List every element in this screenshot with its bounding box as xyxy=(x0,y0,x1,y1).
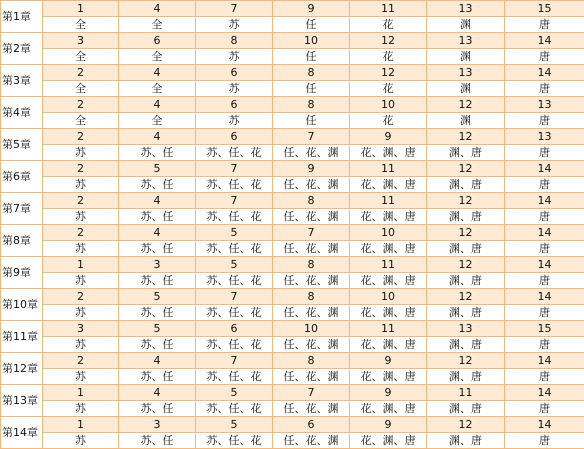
character-cell: 任 xyxy=(273,17,350,33)
number-cell: 11 xyxy=(350,1,427,17)
number-cell: 2 xyxy=(43,225,119,241)
number-cell: 2 xyxy=(43,289,119,305)
number-cell: 15 xyxy=(505,1,584,17)
number-cell: 12 xyxy=(350,65,427,81)
chapter-character-row xyxy=(1,17,584,33)
number-cell: 14 xyxy=(505,417,584,433)
number-cell: 5 xyxy=(119,289,196,305)
number-cell: 9 xyxy=(273,1,350,17)
number-cell: 12 xyxy=(427,289,505,305)
chapter-number-row xyxy=(1,97,584,113)
number-cell: 10 xyxy=(273,321,350,337)
character-cell: 苏、任 xyxy=(119,177,196,193)
character-cell: 唐 xyxy=(505,81,584,97)
character-cell: 任 xyxy=(273,113,350,129)
chapter-label: 第4章 xyxy=(1,97,43,129)
number-cell: 3 xyxy=(119,417,196,433)
chapter-number-row xyxy=(1,321,584,337)
character-cell: 渊、唐 xyxy=(427,337,505,353)
character-cell: 全 xyxy=(119,49,196,65)
character-cell: 苏 xyxy=(43,305,119,321)
number-cell: 12 xyxy=(427,353,505,369)
number-cell: 1 xyxy=(43,257,119,273)
chapter-character-row xyxy=(1,81,584,97)
chapter-character-row xyxy=(1,337,584,353)
character-cell: 任 xyxy=(273,49,350,65)
chapter-label: 第1章 xyxy=(1,1,43,33)
character-cell: 苏、任 xyxy=(119,369,196,385)
character-cell: 任、花、渊 xyxy=(273,305,350,321)
number-cell: 1 xyxy=(43,1,119,17)
chapter-number-row xyxy=(1,385,584,401)
character-cell: 苏 xyxy=(43,337,119,353)
character-cell: 任、花、渊 xyxy=(273,401,350,417)
character-cell: 苏 xyxy=(43,273,119,289)
character-cell: 苏 xyxy=(43,177,119,193)
number-cell: 14 xyxy=(505,193,584,209)
character-cell: 苏、任 xyxy=(119,241,196,257)
number-cell: 6 xyxy=(196,97,273,113)
number-cell: 15 xyxy=(505,321,584,337)
number-cell: 4 xyxy=(119,193,196,209)
chapter-number-row xyxy=(1,417,584,433)
character-cell: 任、花、渊 xyxy=(273,209,350,225)
number-cell: 14 xyxy=(505,385,584,401)
number-cell: 13 xyxy=(505,129,584,145)
character-cell: 渊、唐 xyxy=(427,241,505,257)
number-cell: 4 xyxy=(119,1,196,17)
chapter-character-row xyxy=(1,273,584,289)
number-cell: 13 xyxy=(427,1,505,17)
number-cell: 4 xyxy=(119,97,196,113)
character-cell: 苏、任 xyxy=(119,337,196,353)
character-cell: 花、渊、唐 xyxy=(350,209,427,225)
character-cell: 唐 xyxy=(505,145,584,161)
character-cell: 渊、唐 xyxy=(427,177,505,193)
character-cell: 苏 xyxy=(196,81,273,97)
character-cell: 全 xyxy=(43,17,119,33)
character-cell: 全 xyxy=(119,17,196,33)
character-cell: 苏 xyxy=(196,113,273,129)
number-cell: 12 xyxy=(427,257,505,273)
number-cell: 6 xyxy=(196,129,273,145)
character-cell: 渊 xyxy=(427,81,505,97)
number-cell: 7 xyxy=(273,385,350,401)
chapter-table-body xyxy=(1,1,584,449)
character-cell: 唐 xyxy=(505,273,584,289)
number-cell: 14 xyxy=(505,65,584,81)
number-cell: 7 xyxy=(196,289,273,305)
character-cell: 苏、任、花 xyxy=(196,401,273,417)
number-cell: 9 xyxy=(350,353,427,369)
character-cell: 花、渊、唐 xyxy=(350,401,427,417)
chapter-label: 第2章 xyxy=(1,33,43,65)
character-cell: 苏、任 xyxy=(119,209,196,225)
character-cell: 苏、任、花 xyxy=(196,241,273,257)
character-cell: 苏 xyxy=(43,145,119,161)
character-cell: 苏、任、花 xyxy=(196,369,273,385)
number-cell: 5 xyxy=(196,225,273,241)
number-cell: 13 xyxy=(505,97,584,113)
number-cell: 4 xyxy=(119,225,196,241)
number-cell: 2 xyxy=(43,97,119,113)
chapter-character-row xyxy=(1,241,584,257)
number-cell: 14 xyxy=(505,257,584,273)
character-cell: 苏、任 xyxy=(119,145,196,161)
number-cell: 8 xyxy=(196,33,273,49)
chapter-label: 第5章 xyxy=(1,129,43,161)
number-cell: 12 xyxy=(427,225,505,241)
number-cell: 1 xyxy=(43,385,119,401)
chapter-label: 第14章 xyxy=(1,417,43,449)
number-cell: 6 xyxy=(273,417,350,433)
character-cell: 渊 xyxy=(427,113,505,129)
number-cell: 4 xyxy=(119,385,196,401)
number-cell: 12 xyxy=(427,193,505,209)
number-cell: 10 xyxy=(350,289,427,305)
number-cell: 5 xyxy=(119,321,196,337)
number-cell: 12 xyxy=(427,417,505,433)
chapter-label: 第10章 xyxy=(1,289,43,321)
number-cell: 5 xyxy=(119,161,196,177)
character-cell: 任、花、渊 xyxy=(273,273,350,289)
character-cell: 苏、任、花 xyxy=(196,337,273,353)
character-cell: 花、渊、唐 xyxy=(350,177,427,193)
number-cell: 7 xyxy=(196,161,273,177)
number-cell: 14 xyxy=(505,353,584,369)
number-cell: 7 xyxy=(196,353,273,369)
number-cell: 8 xyxy=(273,257,350,273)
number-cell: 3 xyxy=(43,321,119,337)
number-cell: 14 xyxy=(505,225,584,241)
number-cell: 11 xyxy=(350,193,427,209)
character-cell: 渊、唐 xyxy=(427,433,505,449)
number-cell: 10 xyxy=(273,33,350,49)
number-cell: 4 xyxy=(119,65,196,81)
chapter-character-row xyxy=(1,177,584,193)
character-cell: 渊、唐 xyxy=(427,401,505,417)
character-cell: 花、渊、唐 xyxy=(350,433,427,449)
number-cell: 12 xyxy=(350,33,427,49)
chapter-number-row xyxy=(1,225,584,241)
character-cell: 渊、唐 xyxy=(427,305,505,321)
chapter-character-row xyxy=(1,145,584,161)
chapter-label: 第6章 xyxy=(1,161,43,193)
character-cell: 苏 xyxy=(43,241,119,257)
character-cell: 唐 xyxy=(505,401,584,417)
character-cell: 花 xyxy=(350,17,427,33)
character-cell: 苏 xyxy=(196,49,273,65)
chapter-character-row xyxy=(1,369,584,385)
chapter-number-row xyxy=(1,257,584,273)
number-cell: 9 xyxy=(350,129,427,145)
character-cell: 任、花、渊 xyxy=(273,369,350,385)
character-cell: 花 xyxy=(350,81,427,97)
character-cell: 苏、任、花 xyxy=(196,209,273,225)
character-cell: 任 xyxy=(273,81,350,97)
character-cell: 花、渊、唐 xyxy=(350,305,427,321)
number-cell: 8 xyxy=(273,289,350,305)
character-cell: 苏 xyxy=(43,369,119,385)
chapter-character-row xyxy=(1,113,584,129)
character-cell: 唐 xyxy=(505,113,584,129)
character-cell: 苏、任 xyxy=(119,433,196,449)
number-cell: 11 xyxy=(350,257,427,273)
number-cell: 14 xyxy=(505,33,584,49)
character-cell: 苏、任、花 xyxy=(196,177,273,193)
number-cell: 2 xyxy=(43,193,119,209)
character-cell: 苏、任、花 xyxy=(196,433,273,449)
number-cell: 10 xyxy=(350,97,427,113)
number-cell: 7 xyxy=(196,193,273,209)
chapter-label: 第13章 xyxy=(1,385,43,417)
number-cell: 6 xyxy=(119,33,196,49)
character-cell: 渊、唐 xyxy=(427,145,505,161)
character-cell: 唐 xyxy=(505,337,584,353)
number-cell: 8 xyxy=(273,353,350,369)
chapter-number-row xyxy=(1,193,584,209)
number-cell: 8 xyxy=(273,65,350,81)
character-cell: 花、渊、唐 xyxy=(350,337,427,353)
number-cell: 13 xyxy=(427,65,505,81)
chapter-number-row xyxy=(1,1,584,17)
number-cell: 11 xyxy=(350,161,427,177)
chapter-label: 第7章 xyxy=(1,193,43,225)
character-cell: 任、花、渊 xyxy=(273,145,350,161)
chapter-number-row xyxy=(1,161,584,177)
number-cell: 3 xyxy=(43,33,119,49)
number-cell: 14 xyxy=(505,161,584,177)
character-cell: 苏 xyxy=(43,401,119,417)
character-cell: 唐 xyxy=(505,241,584,257)
number-cell: 2 xyxy=(43,161,119,177)
number-cell: 14 xyxy=(505,289,584,305)
character-cell: 唐 xyxy=(505,305,584,321)
number-cell: 12 xyxy=(427,161,505,177)
character-cell: 全 xyxy=(119,113,196,129)
character-cell: 全 xyxy=(43,49,119,65)
character-cell: 全 xyxy=(43,113,119,129)
chapter-number-row xyxy=(1,289,584,305)
chapter-number-row xyxy=(1,65,584,81)
chapter-label: 第11章 xyxy=(1,321,43,353)
chapter-character-row xyxy=(1,305,584,321)
character-cell: 唐 xyxy=(505,209,584,225)
number-cell: 3 xyxy=(119,257,196,273)
character-cell: 唐 xyxy=(505,369,584,385)
character-cell: 渊、唐 xyxy=(427,273,505,289)
character-cell: 任、花、渊 xyxy=(273,177,350,193)
number-cell: 9 xyxy=(350,417,427,433)
number-cell: 8 xyxy=(273,97,350,113)
chapter-number-row xyxy=(1,129,584,145)
character-cell: 花、渊、唐 xyxy=(350,145,427,161)
character-cell: 苏 xyxy=(43,209,119,225)
character-cell: 苏、任、花 xyxy=(196,145,273,161)
number-cell: 8 xyxy=(273,193,350,209)
number-cell: 10 xyxy=(350,225,427,241)
character-cell: 花、渊、唐 xyxy=(350,369,427,385)
number-cell: 12 xyxy=(427,129,505,145)
chapter-character-row xyxy=(1,49,584,65)
character-cell: 花 xyxy=(350,113,427,129)
character-cell: 花、渊、唐 xyxy=(350,241,427,257)
number-cell: 1 xyxy=(43,417,119,433)
character-cell: 全 xyxy=(119,81,196,97)
chapter-character-row xyxy=(1,401,584,417)
chapter-label: 第3章 xyxy=(1,65,43,97)
character-cell: 唐 xyxy=(505,49,584,65)
chapter-label: 第9章 xyxy=(1,257,43,289)
character-cell: 苏、任、花 xyxy=(196,273,273,289)
number-cell: 13 xyxy=(427,321,505,337)
number-cell: 9 xyxy=(350,385,427,401)
character-cell: 苏、任、花 xyxy=(196,305,273,321)
chapter-label: 第8章 xyxy=(1,225,43,257)
character-cell: 唐 xyxy=(505,177,584,193)
character-cell: 花 xyxy=(350,49,427,65)
character-cell: 任、花、渊 xyxy=(273,241,350,257)
number-cell: 7 xyxy=(273,129,350,145)
chapter-character-row xyxy=(1,209,584,225)
number-cell: 5 xyxy=(196,257,273,273)
character-cell: 渊 xyxy=(427,49,505,65)
number-cell: 2 xyxy=(43,65,119,81)
number-cell: 7 xyxy=(196,1,273,17)
chapter-character-row xyxy=(1,433,584,449)
character-cell: 苏、任 xyxy=(119,273,196,289)
number-cell: 2 xyxy=(43,353,119,369)
character-cell: 渊、唐 xyxy=(427,209,505,225)
number-cell: 13 xyxy=(427,33,505,49)
character-cell: 唐 xyxy=(505,433,584,449)
number-cell: 7 xyxy=(273,225,350,241)
character-cell: 苏、任 xyxy=(119,305,196,321)
number-cell: 4 xyxy=(119,353,196,369)
number-cell: 12 xyxy=(427,97,505,113)
character-cell: 苏 xyxy=(196,17,273,33)
character-cell: 任、花、渊 xyxy=(273,433,350,449)
number-cell: 5 xyxy=(196,417,273,433)
chapter-label: 第12章 xyxy=(1,353,43,385)
character-cell: 全 xyxy=(43,81,119,97)
character-cell: 任、花、渊 xyxy=(273,337,350,353)
number-cell: 9 xyxy=(273,161,350,177)
character-cell: 渊、唐 xyxy=(427,369,505,385)
number-cell: 2 xyxy=(43,129,119,145)
number-cell: 5 xyxy=(196,385,273,401)
number-cell: 6 xyxy=(196,65,273,81)
number-cell: 11 xyxy=(350,321,427,337)
chapter-number-row xyxy=(1,33,584,49)
number-cell: 6 xyxy=(196,321,273,337)
number-cell: 4 xyxy=(119,129,196,145)
number-cell: 11 xyxy=(427,385,505,401)
character-cell: 唐 xyxy=(505,17,584,33)
character-cell: 苏 xyxy=(43,433,119,449)
chapter-number-row xyxy=(1,353,584,369)
character-cell: 渊 xyxy=(427,17,505,33)
character-cell: 苏、任 xyxy=(119,401,196,417)
character-cell: 花、渊、唐 xyxy=(350,273,427,289)
